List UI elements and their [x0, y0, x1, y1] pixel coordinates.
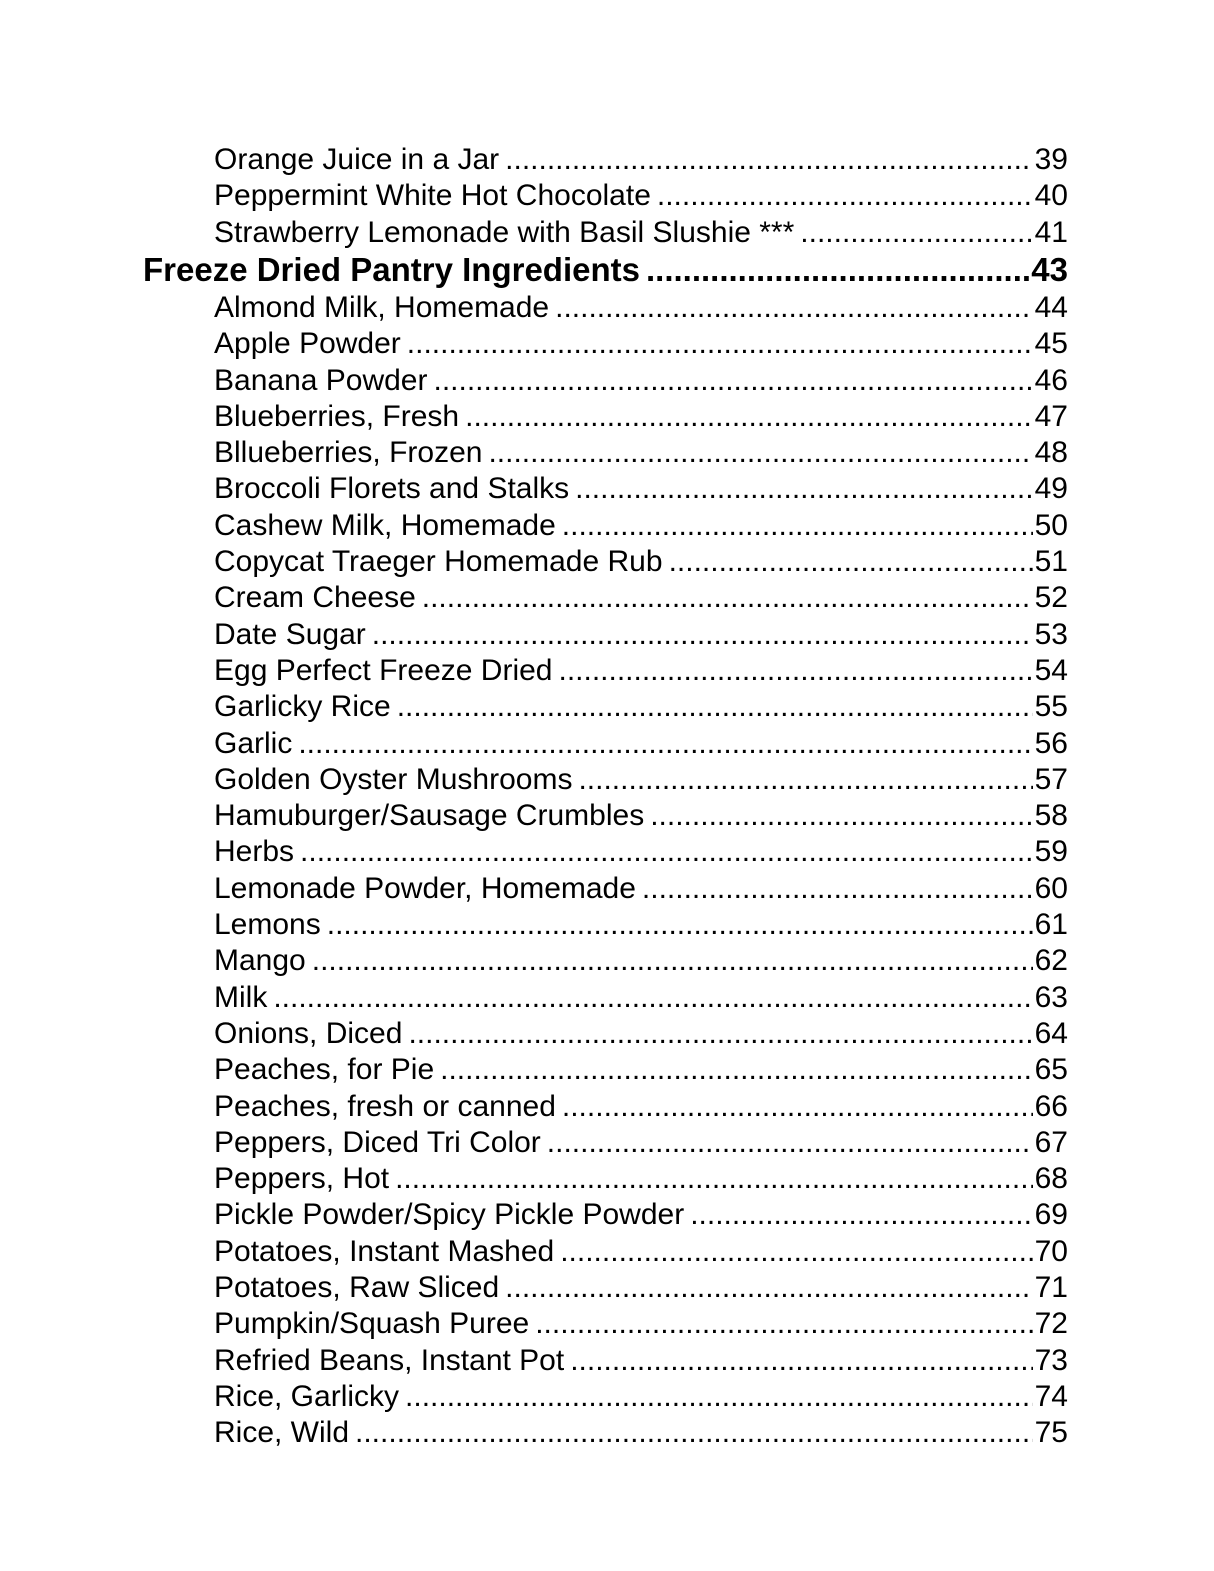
toc-entry-title: Peppers, Diced Tri Color [214, 1125, 541, 1159]
toc-entry-title: Rice, Garlicky [214, 1379, 400, 1413]
toc-entry-title: Refried Beans, Instant Pot [214, 1343, 565, 1377]
toc-entry[interactable] [214, 871, 1068, 907]
toc-page-number: 66 [1034, 1089, 1068, 1123]
toc-entry[interactable] [214, 326, 1068, 362]
toc-entry-title: Potatoes, Instant Mashed [214, 1234, 555, 1268]
toc-dot-leader [355, 1415, 1033, 1451]
toc-entry-title: Onions, Diced [214, 1016, 403, 1050]
toc-entry-title: Peaches, for Pie [214, 1053, 435, 1087]
toc-dot-leader [397, 689, 1033, 725]
toc-page-number: 57 [1034, 762, 1068, 796]
toc-entry-title: Strawberry Lemonade with Basil Slushie *** [214, 215, 795, 249]
toc-entry[interactable] [214, 1016, 1068, 1052]
toc-dot-leader [646, 250, 1029, 290]
toc-entry-title: Peppers, Hot [214, 1162, 390, 1196]
toc-dot-leader [562, 508, 1033, 544]
toc-page-number: 65 [1034, 1053, 1068, 1087]
toc-entry[interactable] [214, 689, 1068, 725]
toc-page-number: 52 [1034, 581, 1068, 615]
toc-page-number: 45 [1034, 327, 1068, 361]
toc-entry-title: Golden Oyster Mushrooms [214, 762, 573, 796]
toc-entry-title: Cashew Milk, Homemade [214, 508, 556, 542]
toc-dot-leader [298, 726, 1032, 762]
toc-dot-leader [327, 907, 1033, 943]
toc-entry[interactable] [214, 1343, 1068, 1379]
toc-entry[interactable] [214, 508, 1068, 544]
toc-page-number: 63 [1034, 980, 1068, 1014]
toc-page-number: 54 [1034, 653, 1068, 687]
toc-entry-title: Copycat Traeger Homemade Rub [214, 545, 663, 578]
toc-dot-leader [578, 762, 1032, 798]
toc-entry-title: Broccoli Florets and Stalks [214, 472, 570, 506]
toc-entry[interactable] [214, 726, 1068, 762]
toc-page-number: 47 [1034, 399, 1068, 433]
toc-dot-leader [434, 363, 1033, 399]
toc-entry[interactable] [214, 580, 1068, 616]
toc-entry-title: Pickle Powder/Spicy Pickle Powder [214, 1198, 685, 1232]
toc-entry-title: Banana Powder [214, 363, 428, 397]
toc-dot-leader [505, 1270, 1032, 1306]
toc-entry[interactable] [214, 762, 1068, 798]
toc-dot-leader [488, 435, 1032, 471]
toc-entry[interactable] [214, 399, 1068, 435]
toc-entry-title: Garlic [214, 726, 293, 760]
toc-dot-leader [505, 142, 1032, 178]
toc-page-number: 48 [1034, 436, 1068, 470]
toc-page-number: 55 [1034, 690, 1068, 724]
toc-page-number: 61 [1034, 908, 1068, 941]
toc-entry[interactable] [214, 1270, 1068, 1306]
toc-dot-leader [558, 653, 1032, 689]
toc-entry[interactable] [214, 1089, 1068, 1125]
toc-entry[interactable] [214, 471, 1068, 507]
toc-dot-leader [560, 1234, 1032, 1270]
toc-dot-leader [395, 1161, 1033, 1197]
toc-entry-title: Bllueberries, Frozen [214, 436, 483, 470]
toc-page-number: 62 [1034, 944, 1068, 978]
toc-page-number: 39 [1034, 143, 1068, 176]
toc-entry-title: Lemons [214, 908, 321, 941]
toc-entry-title: Hamuburger/Sausage Crumbles [214, 799, 645, 833]
toc-page-number: 40 [1034, 179, 1068, 213]
toc-entry[interactable] [214, 1234, 1068, 1270]
toc-page-number: 68 [1034, 1162, 1068, 1196]
toc-section-title: Freeze Dried Pantry Ingredients [143, 250, 640, 288]
toc-dot-leader [273, 980, 1032, 1016]
toc-entry[interactable] [214, 363, 1068, 399]
toc-page-number: 56 [1034, 726, 1068, 760]
toc-dot-leader [440, 1052, 1033, 1088]
toc-entry-title: Lemonade Powder, Homemade [214, 871, 636, 905]
toc-page-number: 60 [1034, 871, 1068, 905]
toc-page-number: 43 [1031, 250, 1068, 288]
toc-entry-title: Mango [214, 944, 306, 978]
toc-page-number: 58 [1034, 799, 1068, 833]
toc-page-number: 46 [1034, 363, 1068, 397]
toc-section-heading[interactable] [143, 250, 1068, 290]
toc-page-number: 69 [1034, 1198, 1068, 1232]
toc-dot-leader [372, 617, 1033, 653]
toc-entry[interactable] [214, 290, 1068, 326]
toc-page-number: 44 [1034, 290, 1068, 324]
toc-page-number: 71 [1034, 1271, 1068, 1304]
toc-entry[interactable] [214, 435, 1068, 471]
toc-dot-leader [405, 1379, 1033, 1415]
toc-page-number: 51 [1034, 545, 1068, 578]
toc-entry[interactable] [214, 1197, 1068, 1233]
toc-entry-title: Orange Juice in a Jar [214, 143, 500, 176]
toc-entry[interactable] [214, 1161, 1068, 1197]
toc-entry[interactable] [214, 834, 1068, 870]
toc-entry-title: Peppermint White Hot Chocolate [214, 179, 651, 213]
toc-page-number: 64 [1034, 1016, 1068, 1050]
toc-page-number: 75 [1034, 1416, 1068, 1450]
toc-entry-title: Apple Powder [214, 327, 401, 361]
toc-entry-title: Potatoes, Raw Sliced [214, 1271, 500, 1304]
toc-dot-leader [407, 326, 1033, 362]
toc-page-number: 72 [1034, 1307, 1068, 1341]
toc-entry[interactable] [214, 215, 1068, 251]
toc-dot-leader [575, 471, 1032, 507]
toc-entry[interactable] [214, 1052, 1068, 1088]
toc-entry[interactable] [214, 907, 1068, 943]
toc-page-number: 59 [1034, 835, 1068, 869]
toc-entry[interactable] [214, 980, 1068, 1016]
toc-entry[interactable] [214, 1125, 1068, 1161]
toc-dot-leader [408, 1016, 1032, 1052]
toc-entry-title: Milk [214, 980, 268, 1014]
toc-page-number: 50 [1034, 508, 1068, 542]
toc-dot-leader [555, 290, 1033, 326]
toc-entry-title: Herbs [214, 835, 295, 869]
toc-dot-leader [657, 178, 1033, 214]
toc-dot-leader [642, 871, 1033, 907]
toc-page-number: 70 [1034, 1234, 1068, 1268]
toc-page-number: 74 [1034, 1379, 1068, 1413]
toc-page-number: 53 [1034, 617, 1068, 651]
toc-entry-title: Rice, Wild [214, 1416, 350, 1450]
toc-entry-title: Date Sugar [214, 617, 366, 651]
toc-dot-leader [570, 1343, 1032, 1379]
toc-entry[interactable] [214, 943, 1068, 979]
toc-entry-title: Garlicky Rice [214, 690, 391, 724]
toc-entry-title: Blueberries, Fresh [214, 399, 460, 433]
toc-entry-title: Pumpkin/Squash Puree [214, 1307, 530, 1341]
toc-dot-leader [300, 834, 1033, 870]
toc-dot-leader [465, 399, 1033, 435]
toc-entry-title: Peaches, fresh or canned [214, 1089, 556, 1123]
toc-page-number: 67 [1034, 1125, 1068, 1159]
toc-page-number: 73 [1034, 1343, 1068, 1377]
toc-page-number: 49 [1034, 472, 1068, 506]
toc-dot-leader [669, 544, 1033, 580]
toc-entry[interactable] [214, 1379, 1068, 1415]
toc-entry-title: Almond Milk, Homemade [214, 290, 550, 324]
toc-dot-leader [690, 1197, 1032, 1233]
toc-entry-title: Egg Perfect Freeze Dried [214, 653, 553, 687]
toc-dot-leader [547, 1125, 1033, 1161]
toc-entry[interactable] [214, 653, 1068, 689]
toc-dot-leader [650, 798, 1032, 834]
toc-dot-leader [535, 1306, 1032, 1342]
toc-dot-leader [562, 1089, 1033, 1125]
toc-entry[interactable] [214, 798, 1068, 834]
toc-dot-leader [312, 943, 1033, 979]
toc-entry-title: Cream Cheese [214, 581, 416, 615]
toc-page-number: 41 [1034, 215, 1068, 249]
toc-entry[interactable] [214, 178, 1068, 214]
toc-entry[interactable] [214, 617, 1068, 653]
toc-dot-leader [800, 215, 1032, 251]
toc-entry[interactable] [214, 1415, 1068, 1451]
toc-entry[interactable] [214, 142, 1068, 178]
toc-entry[interactable] [214, 544, 1068, 580]
toc-entry[interactable] [214, 1306, 1068, 1342]
toc-dot-leader [422, 580, 1033, 616]
